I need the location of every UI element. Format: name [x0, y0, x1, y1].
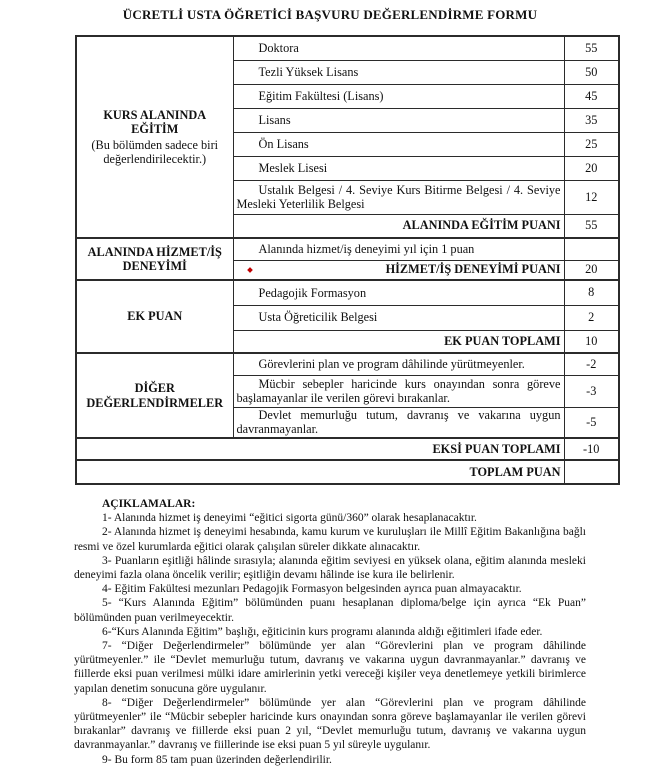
criterion-cell: Lisans [233, 108, 564, 132]
score-cell: 35 [564, 108, 619, 132]
score-cell: -5 [564, 407, 619, 438]
score-cell [564, 460, 619, 484]
criterion-cell: Devlet memurluğu tutum, davranış ve vakarına uygun davranmayanlar. [233, 407, 564, 438]
subtotal-label-cell: TOPLAM PUAN [76, 460, 564, 484]
explanation-item-6: 6-“Kurs Alanında Eğitim” başlığı, eğiticinin kurs programı alanında aldığı eğitimleri ifade eder. [102, 625, 543, 638]
score-cell: -3 [564, 375, 619, 407]
criterion-cell: Ustalık Belgesi / 4. Seviye Kurs Bitirme Belgesi / 4. Seviye Mesleki Yeterlilik Belgesi [233, 180, 564, 214]
score-cell [564, 238, 619, 260]
criterion-cell: Tezli Yüksek Lisans [233, 60, 564, 84]
criterion-cell: Mücbir sebepler haricinde kurs onayından sonra göreve başlamayanlar ile verilen görevi bırakanlar. [233, 375, 564, 407]
section-header-alaninda-hizmet [76, 238, 233, 280]
criterion-cell: Meslek Lisesi [233, 156, 564, 180]
section-title: ALANINDA HİZMET/İŞ DENEYİMİ [87, 244, 222, 273]
subtotal-label-cell: EK PUAN TOPLAMI [233, 330, 564, 353]
explanation-item-1: 1- Alanında hizmet iş deneyimi “eğitici sigorta günü/360” olarak hesaplanacaktır. [102, 512, 477, 525]
explanations-heading: AÇIKLAMALAR: [102, 498, 196, 510]
explanation-item-5: 5- “Kurs Alanında Eğitim” bölümünden puanı hesaplanan diploma/belge için ayrıca “Ek Puan” bölümünden puan verilmeyecektir. [74, 597, 586, 624]
score-cell: -2 [564, 353, 619, 375]
subtotal-label: HİZMET/İŞ DENEYİMİ PUANI [385, 262, 561, 277]
score-cell: 20 [564, 156, 619, 180]
criterion-cell: Eğitim Fakültesi (Lisans) [233, 84, 564, 108]
score-cell: 2 [564, 305, 619, 330]
explanation-item-9: 9- Bu form 85 tam puan üzerinden değerlendirilir. [102, 753, 332, 766]
subtotal-label-cell [233, 260, 564, 280]
section-title: EK PUAN [127, 309, 183, 324]
subtotal-label-cell: EKSİ PUAN TOPLAMI [76, 438, 564, 460]
score-cell: 8 [564, 280, 619, 305]
explanation-item-8: 8- “Diğer Değerlendirmeler” bölümünde yer alan “Görevlerini plan ve program dâhilinde yürütmeyenler” ile “Mücbir sebepler haricinde kurs onayından sonra göreve başlamayanlar ile verilen görevi bırakanlar” davranış ve fiillerde eksi puan 2 yıl, “Devlet memurluğu tutum, davranış ve vakarına uygun davranmayanlar.” davranış ve fiillerinde ise eksi puan 5 yıl süreyle uygulanır. [74, 696, 586, 752]
explanation-item-7: 7- “Diğer Değerlendirmeler” bölümünde yer alan “Görevlerini plan ve program dâhilinde yürütmeyenler.” ile “Devlet memurluğu tutum, davranış ve vakarına uygun davranmayanlar.” davranış ve fiillerde eksi puan verilmesi mülki idare amirlerinin yetki vereceği kişiler veya denetlemeye yetkili birimlerce yapılan denetim sonucuna göre uygulanır. [74, 640, 586, 695]
score-cell: 12 [564, 180, 619, 214]
criterion-cell: Görevlerini plan ve program dâhilinde yürütmeyenler. [233, 353, 564, 375]
explanation-item-4: 4- Eğitim Fakültesi mezunları Pedagojik Formasyon belgesinden ayrıca puan almayacaktır. [102, 583, 522, 596]
score-cell: -10 [564, 438, 619, 460]
section-header-diger-degerlendirmeler [76, 353, 233, 438]
section-title: DİĞER DEĞERLENDİRMELER [86, 381, 224, 410]
criterion-cell: Doktora [233, 36, 564, 60]
score-cell: 45 [564, 84, 619, 108]
criterion-cell: Usta Öğreticilik Belgesi [233, 305, 564, 330]
section-title: KURS ALANINDA EĞİTİM [103, 107, 207, 136]
form-title: ÜCRETLİ USTA ÖĞRETİCİ BAŞVURU DEĞERLENDİRME FORMU [122, 7, 538, 22]
explanation-item-3: 3- Puanların eşitliği hâlinde sırasıyla; alanında eğitim seviyesi en yüksek olana, eğitim alanında mesleki deneyimi fazla olana öncelik verilir; eşitliğin devamı hâlinde ise kura ile belirlenir. [74, 554, 586, 582]
section-note: (Bu bölümden sadece biri değerlendirilecektir.) [91, 137, 219, 166]
criterion-cell: Ön Lisans [233, 132, 564, 156]
score-cell: 20 [564, 260, 619, 280]
score-cell: 55 [564, 214, 619, 238]
evaluation-table [75, 35, 620, 485]
criterion-cell: Alanında hizmet/iş deneyimi yıl için 1 puan [233, 238, 564, 260]
score-cell: 10 [564, 330, 619, 353]
score-cell: 50 [564, 60, 619, 84]
section-header-kurs-alaninda-egitim [76, 36, 233, 238]
red-asterisk-marker [247, 267, 253, 273]
section-header-ek-puan [76, 280, 233, 353]
criterion-cell: Pedagojik Formasyon [233, 280, 564, 305]
score-cell: 25 [564, 132, 619, 156]
subtotal-label-cell: ALANINDA EĞİTİM PUANI [233, 214, 564, 238]
score-cell: 55 [564, 36, 619, 60]
explanations-section [74, 497, 586, 767]
explanation-item-2: 2- Alanında hizmet iş deneyimi hesabında, kamu kurum ve kuruluşları ile Millî Eğitim Bakanlığına bağlı resmi ve özel kurumlarda eğitici olarak çalışılan süreler dikkate alınacaktır. [74, 526, 586, 553]
